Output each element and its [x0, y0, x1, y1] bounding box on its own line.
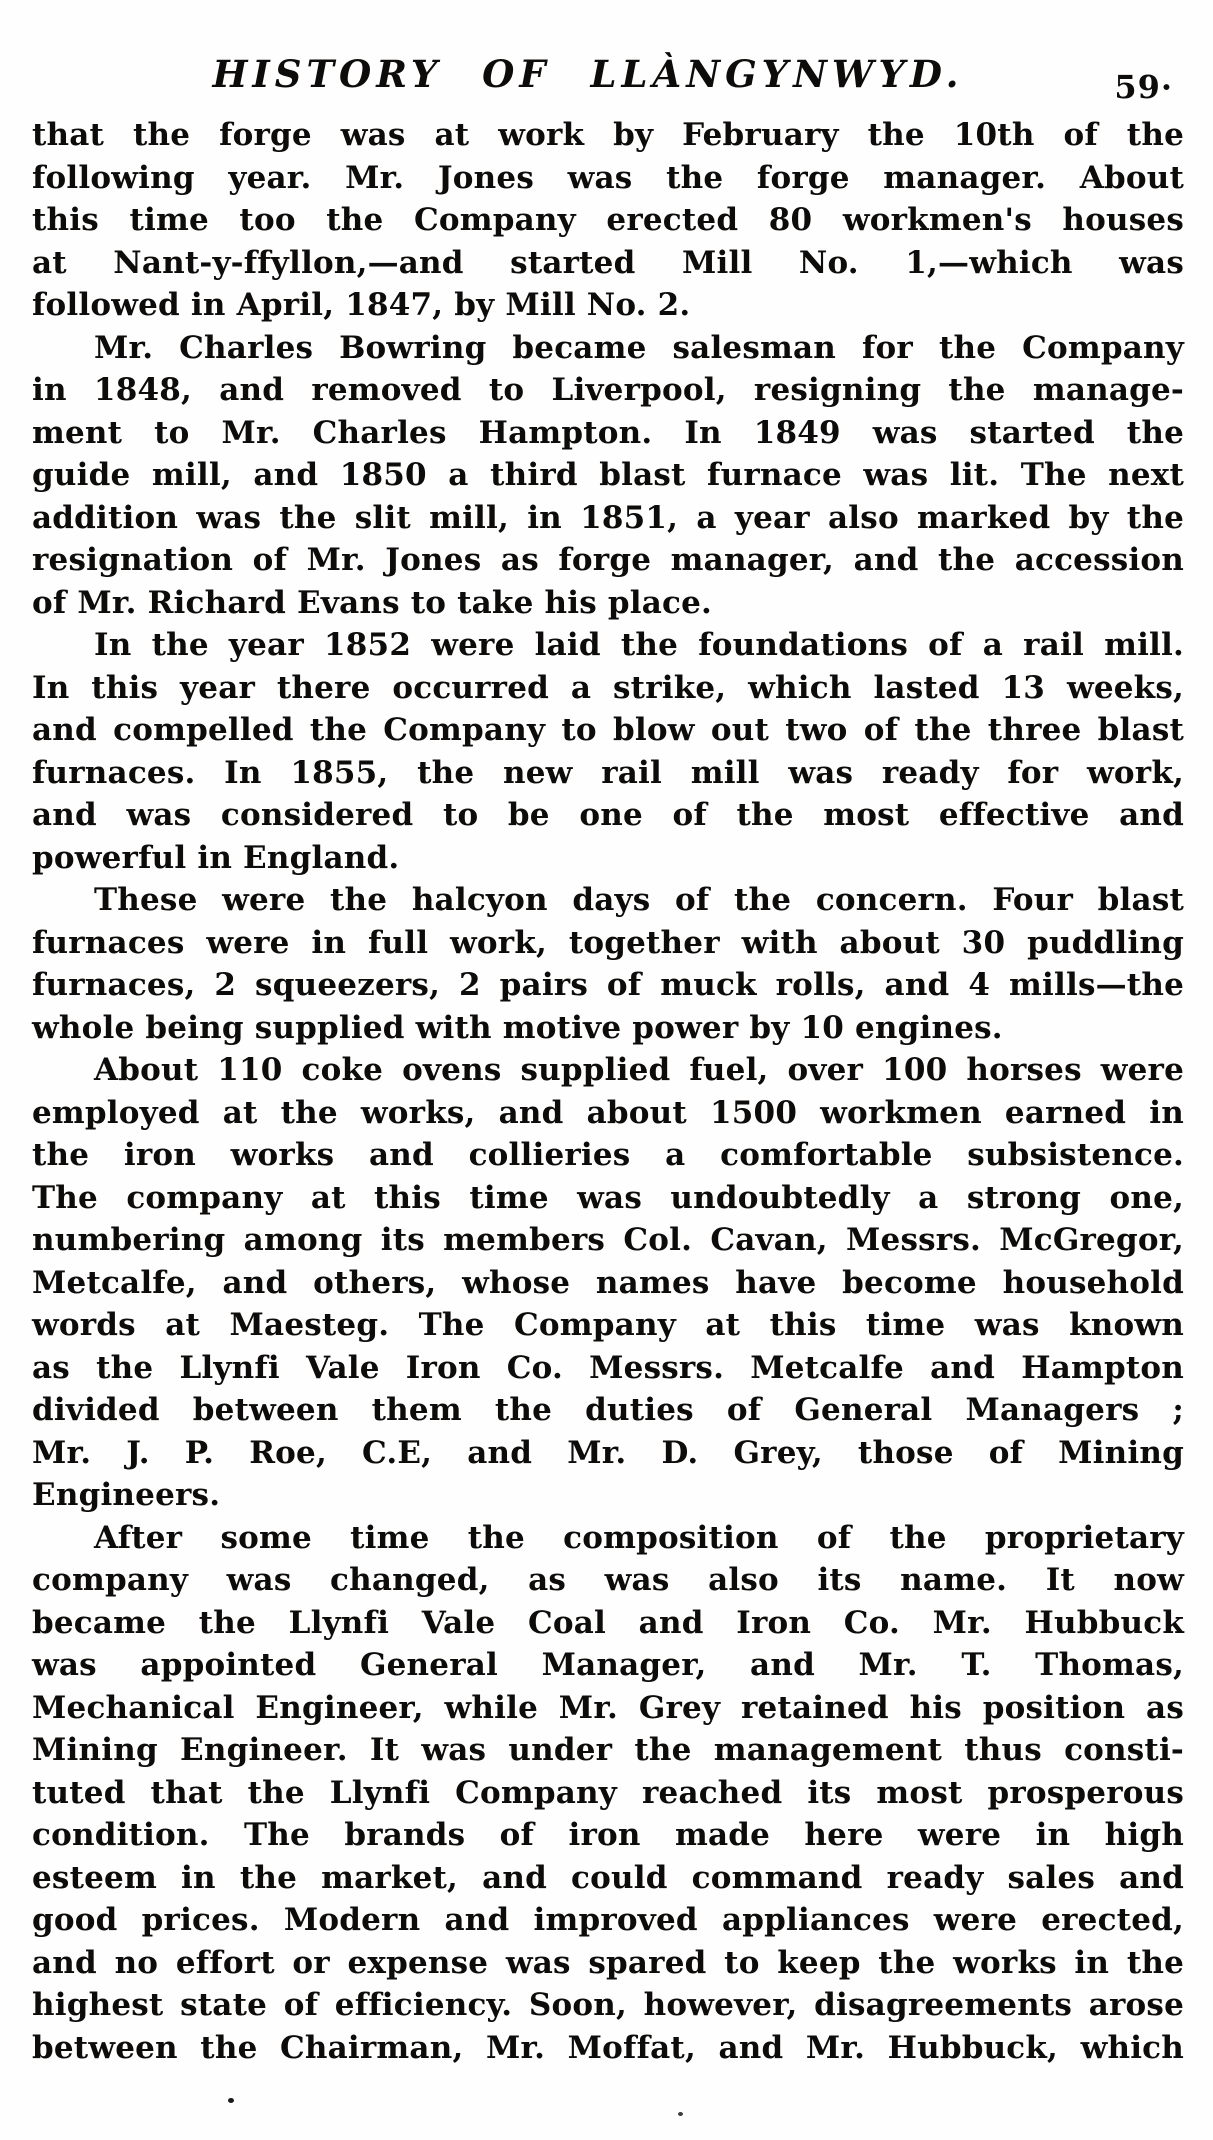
text-line: employed at the works, and about 1500 workmen earned in [32, 1094, 1184, 1131]
text-line: following year. Mr. Jones was the forge manager. About [32, 159, 1184, 196]
text-line: The company at this time was undoubtedly a strong one, [32, 1179, 1184, 1216]
body-text [32, 114, 1184, 2069]
text-line: numbering among its members Col. Cavan, Messrs. McGregor, [32, 1222, 1184, 1258]
text-line: Engineers. [32, 1477, 221, 1513]
text-line: Mr. J. P. Roe, C.E, and Mr. D. Grey, those of Mining [32, 1434, 1184, 1471]
text-line: and no effort or expense was spared to keep the works in the [32, 1944, 1184, 1981]
text-line: tuted that the Llynfi Company reached its most prosperous [32, 1774, 1184, 1811]
text-line: In the year 1852 were laid the foundations of a rail mill. [94, 627, 1184, 663]
text-line: These were the halcyon days of the concern. Four blast [94, 882, 1184, 918]
text-line: In this year there occurred a strike, which lasted 13 weeks, [32, 669, 1184, 706]
paragraph [32, 327, 1184, 625]
text-line: words at Maesteg. The Company at this time was known [32, 1307, 1184, 1343]
text-line: Mr. Charles Bowring became salesman for the Company [94, 329, 1184, 366]
text-line: Metcalfe, and others, whose names have become household [32, 1264, 1184, 1301]
text-line: esteem in the market, and could command ready sales and [32, 1859, 1184, 1896]
text-line: at Nant-y-ffyllon,—and started Mill No. 1,—which was [32, 244, 1184, 281]
text-line: Mechanical Engineer, while Mr. Grey retained his position as [32, 1689, 1184, 1726]
text-line: that the forge was at work by February the 10th of the [32, 117, 1184, 153]
paragraph [32, 114, 1184, 327]
running-title: HISTORY OF LLÀNGYNWYD. [212, 52, 964, 96]
text-line: of Mr. Richard Evans to take his place. [32, 584, 713, 621]
text-line: resignation of Mr. Jones as forge manager, and the accession [32, 542, 1184, 578]
text-line: Mining Engineer. It was under the management thus consti- [32, 1732, 1184, 1768]
text-line: About 110 coke ovens supplied fuel, over 100 horses were [94, 1052, 1184, 1088]
text-line: After some time the composition of the proprietary [94, 1519, 1184, 1556]
paragraph [32, 1049, 1184, 1517]
print-artifact-dot [228, 2098, 234, 2103]
text-line: powerful in England. [32, 839, 400, 876]
paragraph [32, 1517, 1184, 2070]
text-line: and was considered to be one of the most effective and [32, 797, 1184, 833]
text-line: followed in April, 1847, by Mill No. 2. [32, 287, 691, 323]
text-line: the iron works and collieries a comfortable subsistence. [32, 1137, 1184, 1173]
text-line: condition. The brands of iron made here were in high [32, 1817, 1184, 1853]
text-line: became the Llynfi Vale Coal and Iron Co. Mr. Hubbuck [32, 1604, 1184, 1641]
text-line: was appointed General Manager, and Mr. T. Thomas, [32, 1647, 1184, 1683]
text-line: furnaces were in full work, together with about 30 puddling [32, 924, 1184, 961]
text-line: as the Llynfi Vale Iron Co. Messrs. Metcalfe and Hampton [32, 1349, 1184, 1386]
text-line: and compelled the Company to blow out two of the three blast [32, 712, 1184, 748]
page-number: 59· [1114, 68, 1173, 106]
text-line: good prices. Modern and improved appliances were erected, [32, 1902, 1184, 1938]
text-line: furnaces, 2 squeezers, 2 pairs of muck rolls, and 4 mills—the [32, 967, 1184, 1003]
text-line: highest state of efficiency. Soon, however, disagreements arose [32, 1987, 1184, 2023]
text-line: divided between them the duties of General Managers ; [32, 1392, 1184, 1428]
print-artifact-dot [678, 2112, 683, 2116]
text-line: this time too the Company erected 80 workmen's houses [32, 202, 1184, 238]
text-line: in 1848, and removed to Liverpool, resigning the manage- [32, 372, 1184, 408]
paragraph [32, 624, 1184, 879]
text-line: whole being supplied with motive power by 10 engines. [32, 1009, 1003, 1046]
text-line: company was changed, as was also its name. It now [32, 1562, 1184, 1598]
paragraph [32, 879, 1184, 1049]
text-line: between the Chairman, Mr. Moffat, and Mr. Hubbuck, which [32, 2029, 1184, 2066]
text-line: guide mill, and 1850 a third blast furnace was lit. The next [32, 457, 1184, 493]
text-line: ment to Mr. Charles Hampton. In 1849 was started the [32, 414, 1184, 451]
text-line: addition was the slit mill, in 1851, a year also marked by the [32, 499, 1184, 536]
text-line: furnaces. In 1855, the new rail mill was ready for work, [32, 754, 1184, 791]
